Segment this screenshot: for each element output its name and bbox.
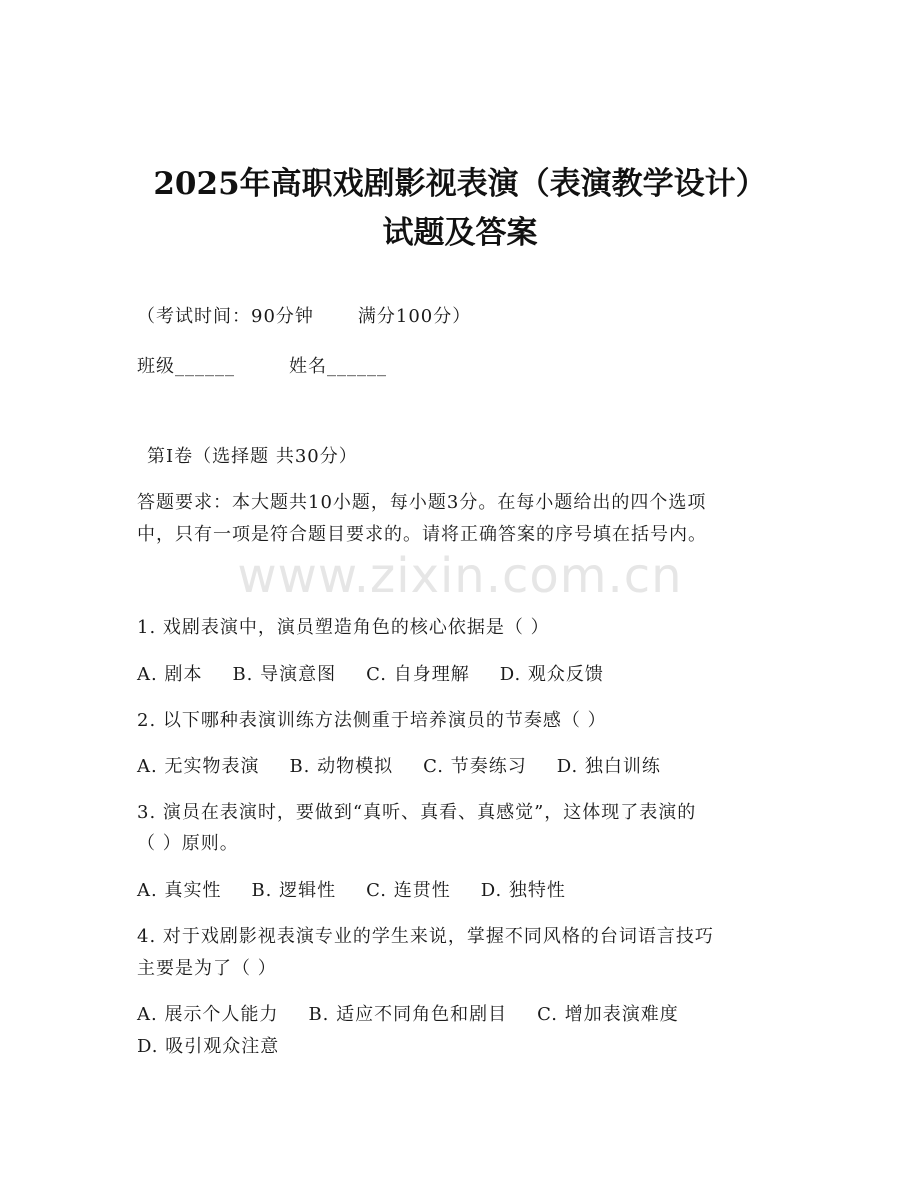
class-field: 班级______ (137, 356, 235, 377)
question-4-stem-line-1: 4. 对于戏剧影视表演专业的学生来说，掌握不同风格的台词语言技巧 (137, 926, 714, 947)
option-b: B. 导演意图 (232, 664, 337, 685)
option-a: A. 无实物表演 (137, 756, 260, 777)
option-c: C. 增加表演难度 (537, 1004, 679, 1025)
option-a: A. 剧本 (137, 664, 203, 685)
option-b: B. 动物模拟 (289, 756, 394, 777)
question-4-option-d-line (137, 1032, 309, 1058)
option-d: D. 吸引观众注意 (137, 1036, 280, 1057)
name-field: 姓名______ (289, 356, 387, 377)
instructions-line-2: 中，只有一项是符合题目要求的。请将正确答案的序号填在括号内。 (137, 524, 707, 545)
question-2-options (137, 752, 691, 778)
question-3-stem-line-2: （ ）原则。 (137, 833, 239, 854)
option-b: B. 适应不同角色和剧目 (308, 1004, 508, 1025)
option-c: C. 节奏练习 (423, 756, 527, 777)
option-a: A. 真实性 (137, 880, 222, 901)
instructions-line-1: 答题要求：本大题共10小题，每小题3分。在每小题给出的四个选项 (137, 492, 707, 513)
document-title-line-2: 试题及答案 (382, 215, 538, 251)
exam-time: （考试时间：90分钟 (137, 306, 314, 327)
question-4-options (137, 1000, 709, 1026)
watermark: www.zixin.com.cn (237, 548, 683, 604)
option-b: B. 逻辑性 (251, 880, 337, 901)
question-4-stem-line-2: 主要是为了（ ） (137, 958, 277, 979)
student-fields (137, 352, 387, 378)
question-1-stem: 1. 戏剧表演中，演员塑造角色的核心依据是（ ） (137, 617, 550, 638)
option-c: C. 连贯性 (366, 880, 451, 901)
exam-info (137, 302, 471, 328)
question-2-stem: 2. 以下哪种表演训练方法侧重于培养演员的节奏感（ ） (137, 710, 607, 731)
section-heading: 第Ⅰ卷（选择题 共30分） (147, 446, 358, 467)
option-c: C. 自身理解 (366, 664, 470, 685)
option-d: D. 独特性 (480, 880, 566, 901)
option-d: D. 观众反馈 (499, 664, 604, 685)
document-title-line-1: 2025年高职戏剧影视表演（表演教学设计） (153, 166, 767, 202)
question-1-options (137, 660, 634, 686)
exam-score: 满分100分） (357, 306, 472, 327)
option-d: D. 独白训练 (556, 756, 661, 777)
question-3-stem-line-1: 3. 演员在表演时，要做到“真听、真看、真感觉”，这体现了表演的 (137, 802, 697, 823)
option-a: A. 展示个人能力 (137, 1004, 279, 1025)
question-3-options (137, 876, 596, 902)
